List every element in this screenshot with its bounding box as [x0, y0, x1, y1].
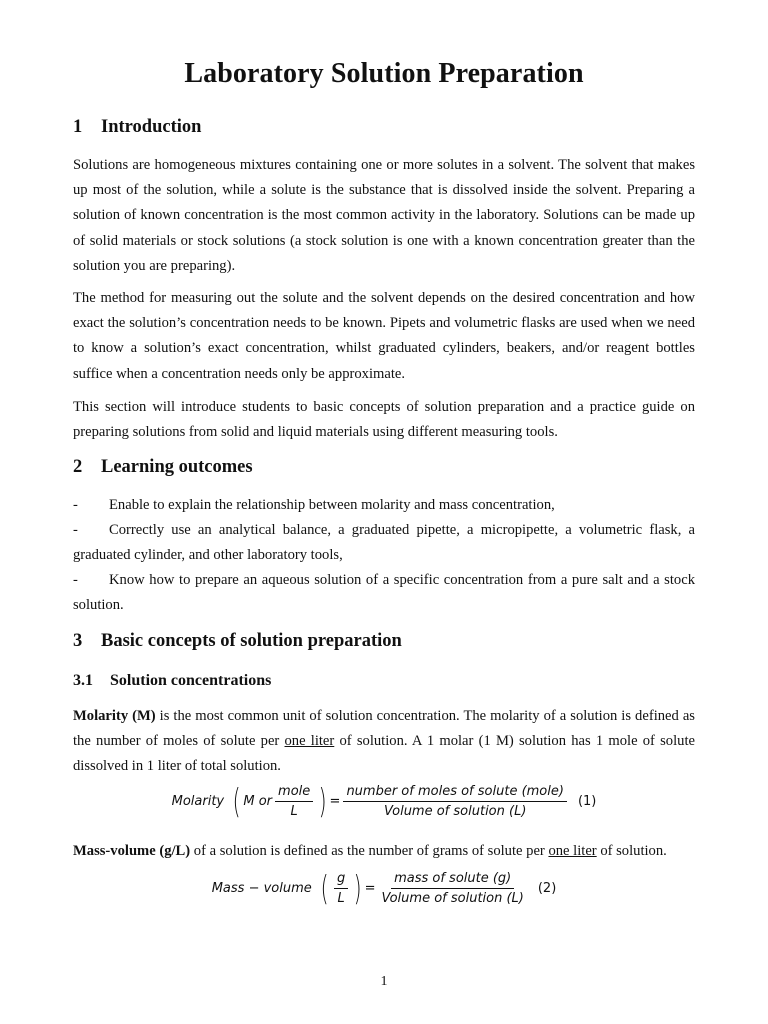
mass-volume-paragraph	[73, 839, 695, 864]
eq1-fraction	[343, 784, 567, 819]
mass-volume-text-b: of solution.	[596, 843, 667, 859]
intro-paragraph-3: This section will introduce students to basic concepts of solution preparation and a practice guide on preparing solutions from solid and liquid materials using different measuring tools.	[73, 399, 695, 441]
eq2-numerator: mass of solute (g)	[391, 871, 514, 889]
bullet-dash: -	[73, 497, 78, 513]
eq1-equals: =	[329, 794, 341, 809]
list-item-text: Correctly use an analytical balance, a graduated pipette, a micropipette, a volumetric flask, a graduated cylinder, and other laboratory tools,	[73, 522, 695, 564]
eq1-inner-numerator: mole	[275, 784, 313, 802]
section-title: Basic concepts of solution preparation	[101, 631, 402, 651]
section-heading-learning-outcomes	[73, 457, 253, 478]
section-title: Learning outcomes	[101, 457, 253, 477]
mass-volume-term: Mass-volume (g/L)	[73, 843, 191, 859]
bullet-dash: -	[73, 572, 78, 588]
eq2-inner-numerator: g	[334, 871, 348, 889]
subsection-heading-solution-concentrations	[73, 672, 271, 690]
section-heading-introduction	[73, 117, 201, 138]
molarity-paragraph	[73, 704, 695, 780]
eq1-denominator: Volume of solution (L)	[384, 804, 527, 819]
equation-molarity: Molarity ( M or $\frac{\text{mole}}{L}$ ) = $\frac{\text{number of moles of solute (mole)}}{\text{Volume of solution (L)}}$ (1)	[171, 781, 597, 822]
eq1-number: (1)	[577, 794, 597, 809]
molarity-underline: one liter	[284, 733, 335, 750]
page-number: 1	[380, 974, 388, 989]
mass-volume-text-a: of a solution is defined as the number of grams of solute per	[190, 843, 549, 859]
eq2-denominator: Volume of solution (L)	[381, 891, 524, 906]
eq1-inner-fraction	[275, 784, 313, 819]
intro-paragraph-1: Solutions are homogeneous mixtures containing one or more solutes in a solvent. The solvent that makes up most of the solution, while a solute is the substance that is dissolved inside the solvent. Preparing a solution of known concentration is the most common activity in the laboratory. Solutions can be made up of solid materials or stock solutions (a stock solution is one with a known concentration greater than the solution you are preparing).	[73, 157, 695, 274]
molarity-text-a: is the most common unit of solution concentration. The molarity of a solution is defined as the number of moles of solute per	[73, 708, 695, 750]
section-number: 2	[73, 457, 83, 477]
eq2-number: (2)	[537, 881, 557, 896]
list-item	[73, 568, 695, 618]
list-item	[73, 493, 695, 518]
eq1-lhs: Molarity	[171, 794, 225, 809]
section-heading-basic-concepts	[73, 631, 402, 652]
eq2-inner-fraction	[334, 871, 348, 906]
equation-mass-volume: Mass − volume ( $\frac{g}{L}$ ) = $\frac{\text{mass of solute (g)}}{\text{Volume of solution (L)}}$ (2)	[211, 868, 557, 909]
document-title: Laboratory Solution Preparation	[184, 58, 584, 89]
eq1-inner-text: M or	[243, 794, 273, 809]
list-item	[73, 518, 695, 568]
list-item-text: Know how to prepare an aqueous solution of a specific concentration from a pure salt and a stock solution.	[73, 572, 695, 614]
section-title: Introduction	[101, 117, 202, 137]
eq2-equals: =	[364, 881, 376, 896]
eq2-fraction	[378, 871, 526, 906]
molarity-term: Molarity (M)	[73, 708, 156, 724]
list-item-text: Enable to explain the relationship between molarity and mass concentration,	[109, 497, 555, 513]
eq1-numerator: number of moles of solute (mole)	[343, 784, 567, 802]
eq2-inner-denominator: L	[337, 891, 345, 906]
mass-volume-underline: one liter	[548, 843, 597, 859]
section-number: 3	[73, 631, 83, 651]
eq2-lhs: Mass − volume	[211, 881, 312, 896]
subsection-number: 3.1	[73, 672, 93, 689]
intro-paragraph-2: The method for measuring out the solute and the solvent depends on the desired concentration and how exact the solution’s concentration needs to be known. Pipets and volumetric flasks are used when we need to know a solution’s exact concentration, whilst graduated cylinders, beakers, and/or reagent bottles suffice when a concentration needs only be approximate.	[73, 290, 695, 382]
eq1-inner-denominator: L	[290, 804, 298, 819]
molarity-text-b: of solution. A 1 molar (1 M) solution has 1 mole of solute dissolved in 1 liter of total solution.	[73, 733, 695, 775]
subsection-title: Solution concentrations	[110, 672, 272, 689]
bullet-dash: -	[73, 522, 78, 538]
section-number: 1	[73, 117, 83, 137]
